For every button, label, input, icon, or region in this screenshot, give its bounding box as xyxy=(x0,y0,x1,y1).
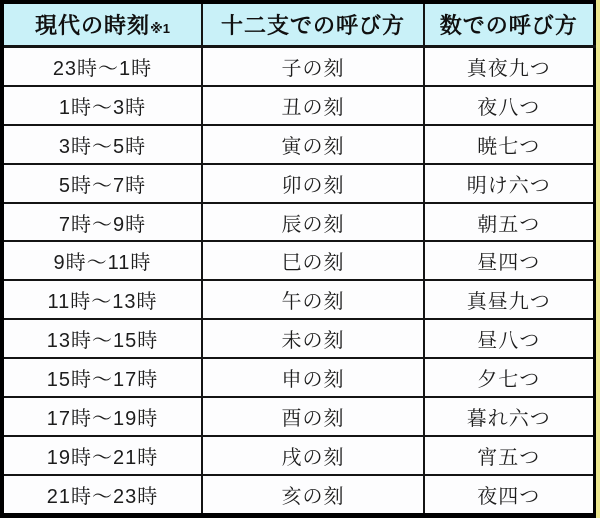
cell-zodiac-name: 午の刻 xyxy=(202,280,424,319)
table-row xyxy=(2,125,594,164)
header-label-modern-time: 現代の時刻 xyxy=(35,13,151,38)
cell-modern-time: 7時〜9時 xyxy=(2,203,202,242)
cell-zodiac-name: 子の刻 xyxy=(202,47,424,87)
column-header-modern-time xyxy=(2,2,202,47)
cell-zodiac-name: 巳の刻 xyxy=(202,241,424,280)
cell-number-name: 昼八つ xyxy=(424,319,594,358)
cell-number-name: 明け六つ xyxy=(424,164,594,203)
cell-modern-time: 17時〜19時 xyxy=(2,397,202,436)
cell-modern-time: 19時〜21時 xyxy=(2,436,202,475)
table-row xyxy=(2,358,594,397)
table-row xyxy=(2,397,594,436)
table-row xyxy=(2,319,594,358)
cell-zodiac-name: 丑の刻 xyxy=(202,86,424,125)
cell-zodiac-name: 寅の刻 xyxy=(202,125,424,164)
column-header-number-name: 数での呼び方 xyxy=(424,2,594,47)
cell-number-name: 真夜九つ xyxy=(424,47,594,87)
cell-number-name: 朝五つ xyxy=(424,203,594,242)
cell-modern-time: 5時〜7時 xyxy=(2,164,202,203)
cell-number-name: 宵五つ xyxy=(424,436,594,475)
cell-zodiac-name: 申の刻 xyxy=(202,358,424,397)
table-row xyxy=(2,47,594,87)
footnote-marker: ※1 xyxy=(150,21,170,36)
cell-number-name: 暮れ六つ xyxy=(424,397,594,436)
table-row xyxy=(2,436,594,475)
table-row xyxy=(2,203,594,242)
cell-modern-time: 15時〜17時 xyxy=(2,358,202,397)
cell-modern-time: 1時〜3時 xyxy=(2,86,202,125)
cell-modern-time: 11時〜13時 xyxy=(2,280,202,319)
table-row xyxy=(2,86,594,125)
table-row xyxy=(2,280,594,319)
cell-number-name: 夜八つ xyxy=(424,86,594,125)
cell-modern-time: 9時〜11時 xyxy=(2,241,202,280)
header-row xyxy=(2,2,594,47)
cell-number-name: 真昼九つ xyxy=(424,280,594,319)
table-row xyxy=(2,164,594,203)
cell-number-name: 暁七つ xyxy=(424,125,594,164)
cell-zodiac-name: 辰の刻 xyxy=(202,203,424,242)
cell-number-name: 昼四つ xyxy=(424,241,594,280)
cell-number-name: 夕七つ xyxy=(424,358,594,397)
cell-modern-time: 21時〜23時 xyxy=(2,475,202,516)
cell-number-name: 夜四つ xyxy=(424,475,594,516)
column-header-zodiac-name: 十二支での呼び方 xyxy=(202,2,424,47)
cell-modern-time: 13時〜15時 xyxy=(2,319,202,358)
cell-zodiac-name: 卯の刻 xyxy=(202,164,424,203)
table-row xyxy=(2,475,594,516)
cell-modern-time: 23時〜1時 xyxy=(2,47,202,87)
table-row xyxy=(2,241,594,280)
cell-zodiac-name: 戌の刻 xyxy=(202,436,424,475)
cell-zodiac-name: 亥の刻 xyxy=(202,475,424,516)
cell-zodiac-name: 酉の刻 xyxy=(202,397,424,436)
cell-zodiac-name: 未の刻 xyxy=(202,319,424,358)
cell-modern-time: 3時〜5時 xyxy=(2,125,202,164)
